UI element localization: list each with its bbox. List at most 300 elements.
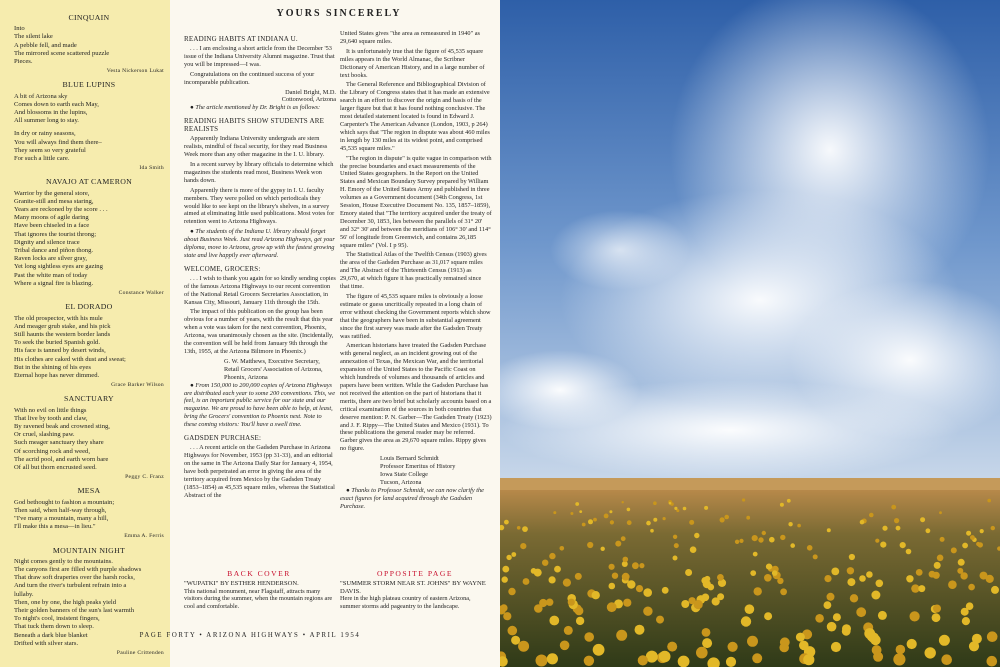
sunflower (609, 564, 615, 570)
poem-line: Of all but thorn encrusted seed. (14, 463, 97, 471)
sunflower (604, 514, 609, 519)
sunflower (502, 576, 508, 582)
sunflower (880, 542, 886, 548)
sunflower (685, 569, 692, 576)
sunflower (742, 498, 745, 501)
sunflower (584, 656, 594, 666)
sunflower (827, 528, 831, 532)
poem-line: By ravened beak and crowned sting, (14, 422, 110, 430)
sunflower (549, 576, 556, 583)
poem-line: All summer long to stay. (14, 117, 79, 125)
letter-signature: Iowa State College (380, 470, 428, 478)
sunflower (790, 543, 795, 548)
sunflower (702, 638, 712, 648)
sunflower (747, 636, 758, 647)
sunflower (941, 654, 952, 665)
sunflower (962, 543, 968, 549)
sunflower (831, 642, 841, 652)
sunflower (576, 617, 584, 625)
sunflower (650, 529, 654, 533)
poem-author: Vesta Nickerson Lukat (106, 68, 164, 75)
poem-line: But in the shining of his eyes (14, 363, 91, 371)
sunflower (728, 642, 738, 652)
sunflower (932, 613, 941, 622)
sunflower (764, 612, 772, 620)
poem-author: Ida Smith (139, 165, 164, 172)
poem-line: That live by tooth and claw, (14, 414, 88, 422)
poem (14, 487, 164, 540)
sunflower (587, 542, 593, 548)
sunflower (673, 535, 677, 539)
sunflower (896, 526, 901, 531)
sunflower (588, 519, 593, 524)
sunflower (960, 572, 967, 579)
letter-paragraph: "The region in dispute" is quite vague in comparison with the precise boundaries and exact measurements of the United States geographers. In the Report on the United States and Mexican Boundary Survey prepared by William H. Emory of the United States Army and published in three volumes as a Government document (34th Congress, 1st Session, House Executive Document No. 135, 1857–1859), Emory stated that "The territory acquired under the treaty of December 30, 1853, lies between the parallels of 31° 20' and 32° 30' and between the meridians of 106° 30' and 114° 56' of longitude from Greenwich, and contains 26,185 square miles" (Vol. I p 95). (340, 154, 492, 249)
sunflower (780, 588, 787, 595)
letter-paragraph: . . . I am enclosing a short article from the December '53 issue of the Indiana University Alumni magazine. Trust that you will be impressed—I was. (184, 45, 335, 68)
sunflower (518, 641, 529, 652)
sunflower (681, 600, 689, 608)
sunflower (612, 573, 618, 579)
letter-signature: Retail Grocers' Association of Arizona, (224, 365, 323, 373)
letter-signature: Louis Bernard Schmidt (380, 455, 439, 463)
sunflower (968, 584, 975, 591)
back-cover-text: This national monument, near Flagstaff, attracts many visitors during the summer, when the mountain regions are cool and comfortable. (184, 587, 333, 611)
poem-line: "I've many a mountain, many a hill, (14, 514, 109, 522)
editor-note: ● From 150,000 to 200,000 copies of Arizona Highways are distributed each year to some 200 conventions. This, we feel, is an important public service for our state and our magazine. We are proud to have been able to help, at least, bring the Grocers' convention to Phoenix next. Note to these coming visitors: You'll have a swell time. (184, 381, 336, 429)
letter-signature: Professor Emeritus of History (380, 463, 456, 471)
sunflower (894, 518, 899, 523)
poem-line: Comes down to earth each May, (14, 100, 99, 108)
sunflower (704, 506, 708, 510)
poem-line: A pebble fell, and made (14, 41, 77, 49)
poem-line: The canyons first are filled with purple shadows (14, 565, 142, 573)
poem (14, 303, 164, 389)
sunflower (948, 580, 957, 589)
sunflower (752, 535, 758, 541)
poem-line: Warrior by the general store, (14, 189, 90, 197)
sunflower (503, 612, 511, 620)
poem-line: And meager grub stake, and his pick (14, 322, 111, 330)
poem-line: His face is tanned by desert winds, (14, 347, 106, 355)
sunflower (803, 654, 814, 665)
sunflower (702, 628, 711, 637)
sunflower (754, 587, 762, 595)
poem-title: MOUNTAIN NIGHT (52, 545, 126, 555)
poem-author: Peggy C. Franz (125, 474, 164, 481)
poem-line: Into (14, 25, 25, 33)
poem-line: Drifted with silver stars. (14, 639, 79, 647)
sunflower (582, 523, 586, 527)
sunflower (593, 518, 597, 522)
poetry-column (0, 0, 170, 667)
sunflower (939, 635, 950, 646)
poems-list (14, 8, 164, 657)
sunflower (607, 602, 617, 612)
poem-line: Such meager sanctuary they share (14, 439, 104, 447)
poem-line: Have been chiseled in a face (14, 222, 90, 230)
sunflower (827, 593, 835, 601)
poem-line: His clothes are caked with dust and sweat; (14, 355, 126, 363)
sunflower (609, 583, 616, 590)
sunflower (546, 599, 553, 606)
sunflower (745, 604, 755, 614)
poem (14, 178, 164, 297)
sunflower (987, 631, 998, 642)
sunflower (570, 512, 573, 515)
sunflower (856, 607, 866, 617)
sunflower (876, 580, 884, 588)
poem-title: EL DORADO (65, 302, 113, 312)
sunflower (753, 552, 758, 557)
poem-line: They seem so very grateful (14, 146, 86, 154)
sunflower (712, 597, 720, 605)
sunflower (523, 578, 530, 585)
sunflower (627, 508, 631, 512)
sunflower (508, 626, 518, 636)
sunflower (991, 586, 999, 594)
sunflower (536, 655, 548, 667)
sunflower (780, 503, 784, 507)
sunflower (615, 541, 621, 547)
sunflower (623, 599, 631, 607)
sunflower (701, 577, 708, 584)
letter-paragraph: United States gives "the area as remeasured in 1940" as 29,640 square miles. (340, 30, 480, 45)
sunflower (520, 543, 526, 549)
sunflower (762, 531, 766, 535)
sunflower (780, 535, 785, 540)
poem-line: A bit of Arizona sky (14, 92, 68, 100)
poem-line: That draw soft draperies over the harsh rocks, (14, 574, 135, 582)
sunflower (807, 545, 813, 551)
sunflower (726, 657, 736, 667)
poem-line: Then said, when half-way through, (14, 506, 107, 514)
sunflower (694, 533, 699, 538)
sunflower (910, 611, 920, 621)
sunflower (970, 535, 975, 540)
poem-author: Grace Barker Wilson (111, 382, 164, 389)
sunflower (933, 605, 941, 613)
sunflower (907, 639, 917, 649)
letter-paragraph: . . . A recent article on the Gadsden Purchase in Arizona Highways for November, 1953 (pp 31-33), and an editorial on the same in The Arizona Daily Star for January 4, 1954, have both perpetrated an error in giving the area of the territory acquired from Mexico by the Gadsden Treaty (1853–1854) as 45,535 square miles, whereas the Statistical Abstract of the (184, 444, 335, 499)
sunflower (662, 587, 669, 594)
sunflower (878, 611, 887, 620)
sunflower (717, 574, 724, 581)
sunflower (864, 628, 875, 639)
poem-line: Night comes gently to the mountains. (14, 557, 113, 565)
poem-author: Pauline Crittenden (116, 650, 164, 657)
sunflower (966, 531, 971, 536)
sunflower (659, 651, 671, 663)
section-heading: YOURS SINCERELY (276, 8, 402, 19)
sunflower (951, 547, 957, 553)
poem-line: Dignity and silence trace (14, 238, 80, 246)
sunflower (639, 563, 644, 568)
opposite-page-caption (340, 570, 490, 611)
letters-column-2 (340, 30, 492, 512)
sunflower (667, 642, 677, 652)
sunflower (926, 528, 931, 533)
poem-line: Past the white man of today (14, 271, 88, 279)
sunflower (609, 510, 612, 513)
poem-title: CINQUAIN (68, 13, 110, 22)
sunflower (511, 636, 520, 645)
letter-signature: Phoenix, Arizona (224, 373, 268, 381)
opposite-page-title: "SUMMER STORM NEAR ST. JOHNS" BY WAYNE DAVIS. (340, 579, 486, 595)
poem-line: With no evil on little things (14, 406, 87, 414)
sunflower (847, 567, 854, 574)
sunflower (991, 526, 995, 530)
poem-line: Where a signal fire is blazing. (14, 279, 94, 287)
sunflower (549, 553, 555, 559)
sunflower (554, 566, 561, 573)
sunflower (869, 513, 874, 518)
sunflower (934, 562, 941, 569)
sunflower (741, 616, 751, 626)
sunflower (906, 575, 913, 582)
poem-line: The old prospector, with his mule (14, 314, 103, 322)
sunflower (646, 521, 651, 526)
letter-paragraph: Apparently Indiana University undergrads are stern realists, mindful of fiscal security, for they read Business Week more than any other magazine in the I. U. library. (184, 135, 328, 159)
letter-paragraph: The General Reference and Bibliographical Division of the Library of Congress states that it has made an extensive search in an effort to discover the origin and basis of the larger figure but that it has found nothing conclusive. The most detailed statement located is found in Edward J. Carpenter's The American Advance (London, 1903, p 264) which says that "The region in dispute was about 460 miles in length by 130 miles at its widest point, and comprised 45,535 square miles." (340, 81, 490, 152)
letter-paragraph: Apparently there is more of the gypsy in I. U. faculty members. They were polled on which periodicals they would like to see kept on the library's shelves, in a survey aimed at eliminating little used publications. Most votes for retention went to Arizona Highways. (184, 186, 335, 226)
sunflower (683, 507, 687, 511)
sunflower (623, 557, 629, 563)
poem-line: To seek the buried Spanish gold. (14, 339, 100, 347)
sunflower (986, 575, 994, 583)
poem-line: Or cruel, slashing paw. (14, 431, 75, 439)
sunflower (653, 501, 657, 505)
sunflower (824, 601, 832, 609)
page-footer: PAGE FORTY • ARIZONA HIGHWAYS • APRIL 1954 (139, 632, 361, 639)
poem-line: Of scorching rock and weed, (14, 447, 90, 455)
sunflower (508, 588, 515, 595)
sunflower (796, 633, 805, 642)
editor-note: ● The students of the Indiana U. library should forget about Business Week. Just read Arizona Highways, get your diploma, move to Arizona, grow up with the fastest growing state and live happily ever afterward. (184, 228, 335, 259)
sunflower (724, 515, 729, 520)
poem-line: Raven locks are silver gray, (14, 255, 87, 263)
sunflower (940, 537, 945, 542)
sunflower (788, 522, 792, 526)
sunflower (850, 594, 858, 602)
sunflower (987, 656, 998, 667)
letter-title: GADSDEN PURCHASE: (184, 434, 262, 443)
sunflower (739, 539, 743, 543)
sunflower (882, 526, 887, 531)
sunflower (847, 578, 855, 586)
sunflower (539, 599, 547, 607)
sunflower (958, 559, 965, 566)
letter-signature: G. W. Matthews, Executive Secretary, (224, 357, 320, 365)
poem-line: God bethought to fashion a mountain; (14, 498, 115, 506)
sunflower (849, 554, 855, 560)
storm-photo (500, 0, 1000, 667)
sunflower (674, 543, 679, 548)
letter-paragraph: In a recent survey by library officials to determine which magazines the students read most, Business Week won hands down. (184, 160, 334, 184)
sunflower (678, 656, 690, 667)
sunflower (900, 542, 906, 548)
sunflower (563, 579, 571, 587)
letters-column-1 (184, 30, 336, 501)
sunflower (522, 526, 528, 532)
poem-line: Eternal hope has never dimmed. (14, 371, 100, 379)
sunflower (542, 560, 548, 566)
sunflower (918, 585, 925, 592)
sunflower (656, 616, 664, 624)
sunflower (553, 511, 556, 514)
sunflower (694, 600, 703, 609)
poem-line: In dry or rainy seasons, (14, 130, 76, 138)
sunflower (764, 574, 772, 582)
sunflower (575, 573, 582, 580)
poem-line: That tuck them down to sleep. (14, 623, 94, 631)
sunflower (920, 517, 925, 522)
sunflower (813, 554, 818, 559)
poem-title: MESA (77, 486, 101, 496)
poem-line: Years are reckoned by the score . . . (14, 206, 108, 214)
poem-line: Many moons of agile daring (14, 214, 89, 222)
sunflower (746, 516, 750, 520)
poem-title: BLUE LUPINS (62, 80, 116, 90)
poem (14, 14, 164, 75)
sunflower (939, 511, 942, 514)
sunflower (766, 564, 772, 570)
letter-signature: Daniel Bright, M.D. (285, 88, 336, 96)
sunflower (978, 542, 983, 547)
poem-line: Pieces. (14, 58, 33, 66)
poem-line: The acrid pool, and earth worn bare (14, 455, 109, 463)
letter-title: READING HABITS AT INDIANA U. (184, 35, 298, 43)
letter-signature: Tucson, Arizona (380, 478, 422, 486)
sunflower (689, 520, 694, 525)
sunflower (859, 575, 866, 582)
sunflower (547, 653, 558, 664)
poem-author: Emma A. Ferris (124, 533, 164, 540)
sunflower (972, 634, 982, 644)
sunflower (568, 599, 575, 606)
sunflower (593, 644, 605, 656)
poem-line: lullaby. (14, 590, 34, 598)
opposite-page-text: Here in the high plateau country of eastern Arizona, summer storms add pageantry to the landscape. (340, 595, 471, 611)
poem-line: Tribal dance and piñon thong. (14, 247, 94, 255)
sunflower (506, 555, 511, 560)
sunflower (610, 520, 614, 524)
sunflower (616, 630, 627, 641)
sunflower (799, 641, 809, 651)
sunflower (653, 518, 657, 522)
sunflower (504, 520, 509, 525)
sunflower (842, 627, 851, 636)
sunflower (560, 546, 565, 551)
poem-line: That ignores the tourist throng; (14, 230, 97, 238)
sunflower (627, 520, 632, 525)
sunflower (866, 571, 873, 578)
poem-title: NAVAJO AT CAMERON (45, 177, 133, 187)
sunflower (750, 570, 756, 576)
poem-line: The silent lake (14, 33, 53, 41)
sunflower (531, 568, 537, 574)
poem-line: And blossoms in the lupins, (14, 109, 88, 117)
sunflower (638, 655, 648, 665)
sunflower (987, 499, 991, 503)
sunflower (758, 537, 763, 542)
sunflower (815, 614, 824, 623)
letter-signature: Cottonwood, Arizona (281, 96, 336, 104)
sunflower (669, 502, 672, 505)
poem-line: Beneath a dark blue blanket (14, 631, 88, 639)
sunflower (735, 540, 739, 544)
sunflower (636, 585, 643, 592)
sunflower (720, 517, 725, 522)
opposite-page-heading: OPPOSITE PAGE (377, 569, 453, 578)
poem (14, 547, 164, 658)
poem-line: Still haunts the western border lands (14, 330, 111, 338)
sunflower (643, 588, 652, 597)
sunflower (592, 591, 600, 599)
poem-line: I'll make this a mesa—in lieu." (14, 523, 96, 531)
sunflower (622, 573, 630, 581)
sunflower (517, 526, 521, 530)
sunflower (696, 647, 708, 659)
sunflower (824, 575, 831, 582)
poem-line: To night's cool, insistent fingers, (14, 615, 100, 623)
sunflower (893, 653, 905, 665)
letter-paragraph: The Statistical Atlas of the Twelfth Census (1903) gives the area of the Gadsden Purchase as 31,017 square miles and The Abstract of the Thirteenth Census (1913) as 29,670, at which figure it has practically remained since that time. (340, 251, 487, 291)
sunflower (502, 566, 509, 573)
poem-line: The mirrored scene scattered puzzle (14, 49, 110, 57)
sunflower (891, 505, 896, 510)
sunflower (925, 647, 936, 658)
poem-line: Yet long sightless eyes are gazing (14, 263, 103, 271)
letter-paragraph: The figure of 45,535 square miles is obviously a loose estimate or guess uncritically repeated in a long chain of error without checking the Government reports which show that the geographers have been in substantial agreement since the first survey was made after the Gadsden Treaty was ratified. (340, 293, 491, 340)
sunflower (575, 502, 579, 506)
sunflower (643, 607, 652, 616)
editor-note: ● The article mentioned by Dr. Bright is as follows: (190, 104, 321, 112)
sunflower (635, 625, 645, 635)
sunflower (871, 591, 880, 600)
sunflower (966, 602, 974, 610)
sunflower (564, 626, 573, 635)
landscape-photo-image (500, 0, 1000, 667)
sunflower (833, 613, 841, 621)
sunflower (860, 520, 865, 525)
sunflower (632, 562, 639, 569)
sunflower (787, 499, 791, 503)
sunflower (549, 616, 559, 626)
sunflower (621, 536, 626, 541)
sunflower (663, 517, 666, 520)
sunflower (827, 622, 837, 632)
sunflower (752, 653, 762, 663)
sunflower (601, 547, 605, 551)
sunflower (797, 524, 801, 528)
poem-line: You will always find them there– (14, 138, 102, 146)
back-cover-heading: BACK COVER (227, 569, 291, 578)
sunflower (622, 501, 624, 503)
sunflower (937, 555, 944, 562)
poem-line: For such a little care. (14, 155, 70, 163)
sunflower (831, 568, 839, 576)
poem-title: SANCTUARY (64, 394, 114, 404)
letter-title: READING HABITS SHOW STUDENTS ARE REALISTS (184, 117, 325, 134)
sunflower (690, 546, 697, 553)
letter-paragraph: American historians have treated the Gadsden Purchase with general neglect, as an incident growing out of the annexation of Texas, the Mexican War, and the territorial expansion of the United States to the Pacific Coast on which hundreds of volumes and thousands of articles and papers have been written. While the Gadsden Purchase has not received the attention on the part of historians that it merits, there are two brief but scholarly accounts based on a critical examination of the sources in both countries that deserve mention: P. N. Garber—The Gadsden Treaty (1923) and J. F. Rippy—The United States and Mexico (1931). To these publications the general reader may be referred. Garber gives the area as 29,670 square miles. Rippy gives no figure. (340, 342, 492, 453)
letter-paragraph: It is unfortunately true that the figure of 45,535 square miles appears in the World Almanac, the Scribner Dictionary of American History, and in a large number of text books. (340, 47, 485, 79)
sunflower (560, 641, 570, 651)
sunflower (872, 645, 882, 655)
poem-line: Granite-still and mesa staring, (14, 197, 94, 205)
letter-paragraph: . . . I wish to thank you again for so kindly sending copies of the famous Arizona Highways to our recent convention of the National Retail Grocers Secretaries Association, in Kansas City, Missouri, January 11th through the 15th. (184, 274, 336, 306)
